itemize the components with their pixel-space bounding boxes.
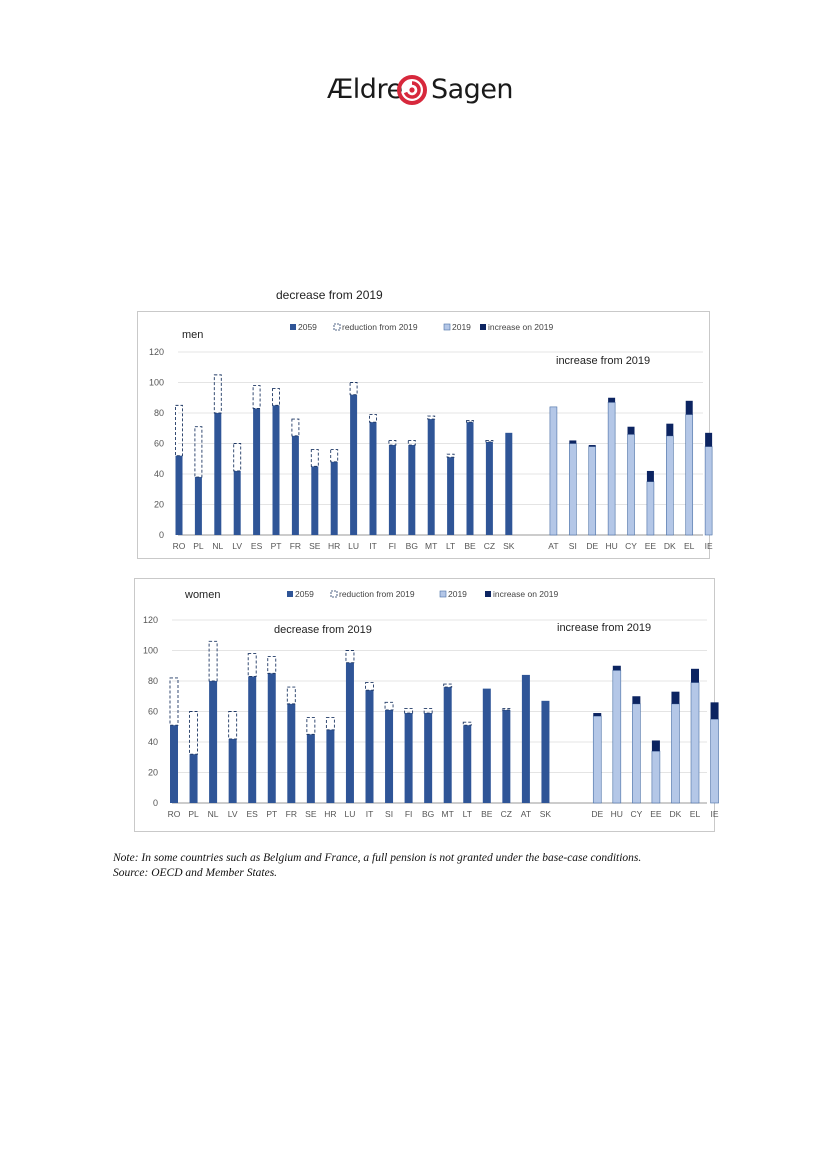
bar-reduction-segment (311, 450, 318, 467)
bar-increase-segment (569, 440, 576, 443)
bar-2019 (608, 402, 615, 535)
bar-increase-segment (632, 696, 640, 704)
bar-increase-segment (691, 669, 699, 683)
legend-swatch-reduction (331, 591, 337, 597)
legend-label: 2019 (452, 322, 471, 332)
chart-annotation: increase from 2019 (556, 355, 651, 367)
bar-2019 (589, 447, 596, 535)
bar-reduction-segment (405, 708, 413, 713)
x-tick-label: IE (710, 809, 719, 819)
bar-reduction-segment (502, 708, 510, 710)
y-tick-label: 40 (153, 469, 164, 479)
x-tick-label: AT (520, 809, 532, 819)
legend-label: increase on 2019 (488, 322, 554, 332)
x-tick-label: FR (289, 541, 302, 551)
bar-increase-segment (628, 427, 635, 435)
x-tick-label: DE (586, 541, 599, 551)
x-tick-label: HU (605, 541, 618, 551)
x-tick-label: FR (285, 809, 297, 819)
x-tick-label: IT (369, 541, 377, 551)
x-tick-label: LT (462, 809, 472, 819)
chart-caption-decrease: decrease from 2019 (276, 288, 383, 302)
bar-increase-segment (671, 692, 679, 704)
bar-increase-segment (613, 666, 621, 671)
bar-2019 (550, 407, 557, 535)
bar-2059 (209, 681, 217, 803)
bar-2059 (483, 689, 491, 803)
x-tick-label: SE (309, 541, 321, 551)
chart-title: women (185, 589, 221, 601)
bar-reduction-segment (350, 383, 357, 395)
bar-reduction-segment (195, 427, 202, 477)
bar-2059 (350, 395, 357, 535)
bar-2059 (385, 710, 393, 803)
y-tick-label: 120 (148, 347, 164, 357)
x-tick-label: SK (539, 809, 552, 819)
y-tick-label: 60 (147, 706, 158, 717)
bar-2059 (170, 725, 178, 803)
x-tick-label: SI (385, 809, 394, 819)
y-tick-label: 120 (142, 615, 158, 625)
bar-2019 (632, 704, 640, 803)
bar-reduction-segment (292, 419, 299, 436)
men-pension-chart (137, 311, 713, 559)
logo-text-aeldre: Ældre (327, 74, 403, 105)
x-tick-label: BE (464, 541, 476, 551)
bar-2019 (691, 683, 699, 803)
bar-increase-segment (608, 398, 615, 403)
logo-swirl-icon (395, 75, 429, 105)
bar-reduction-segment (229, 712, 237, 739)
bar-2059 (229, 739, 237, 803)
x-tick-label: ES (250, 541, 263, 551)
bar-increase-segment (647, 471, 654, 482)
x-tick-label: IE (704, 541, 713, 551)
bar-2059 (467, 422, 474, 535)
y-tick-label: 100 (148, 377, 164, 388)
x-tick-label: LU (348, 541, 360, 551)
legend-swatch-2059 (290, 324, 296, 330)
men-chart-canvas (138, 312, 713, 558)
bar-reduction-segment (253, 386, 260, 409)
bar-2059 (424, 713, 432, 803)
legend-swatch-2059 (287, 591, 293, 597)
bar-2059 (311, 466, 318, 535)
bar-2059 (234, 471, 241, 535)
bar-reduction-segment (248, 654, 256, 677)
bar-2019 (705, 447, 712, 535)
x-tick-label: CZ (483, 541, 496, 551)
bar-2019 (647, 482, 654, 535)
bar-2059 (176, 456, 183, 535)
bar-reduction-segment (307, 718, 315, 735)
legend-label: 2019 (448, 589, 467, 599)
bar-2059 (522, 675, 530, 803)
x-tick-label: RO (172, 541, 186, 551)
bar-increase-segment (652, 740, 660, 751)
bar-2059 (292, 436, 299, 535)
x-tick-label: EL (684, 541, 695, 551)
legend-label: 2059 (295, 589, 314, 599)
bar-2059 (248, 676, 256, 803)
x-tick-label: PL (193, 541, 204, 551)
bar-reduction-segment (408, 440, 415, 445)
bar-reduction-segment (234, 444, 241, 471)
bar-reduction-segment (273, 389, 280, 406)
bar-reduction-segment (370, 415, 377, 423)
bar-reduction-segment (268, 657, 276, 674)
x-tick-label: PT (270, 541, 282, 551)
y-tick-label: 20 (153, 499, 164, 510)
bar-reduction-segment (346, 651, 354, 663)
aeldre-sagen-logo (325, 72, 514, 112)
x-tick-label: BG (422, 809, 435, 819)
bar-2019 (711, 719, 719, 803)
x-tick-label: AT (548, 541, 559, 551)
bar-2059 (287, 704, 295, 803)
women-chart-canvas (135, 579, 719, 831)
x-tick-label: SK (503, 541, 515, 551)
x-tick-label: PT (266, 809, 278, 819)
legend-swatch-reduction (334, 324, 340, 330)
x-tick-label: CY (630, 809, 643, 819)
bar-reduction-segment (385, 702, 393, 710)
legend-label: reduction from 2019 (339, 589, 415, 599)
legend-swatch-2019 (444, 324, 450, 330)
bar-increase-segment (666, 424, 673, 436)
bar-2059 (366, 690, 374, 803)
bar-reduction-segment (389, 440, 396, 445)
y-tick-label: 0 (158, 530, 164, 540)
bar-2059 (444, 687, 452, 803)
bar-reduction-segment (170, 678, 178, 725)
bar-increase-segment (711, 702, 719, 719)
bar-reduction-segment (331, 450, 338, 462)
x-tick-label: HU (610, 809, 623, 819)
x-tick-label: MT (425, 541, 438, 551)
bar-2019 (666, 436, 673, 535)
x-tick-label: LT (445, 541, 456, 551)
bar-reduction-segment (209, 641, 217, 681)
logo-text-sagen: Sagen (431, 74, 514, 105)
x-tick-label: RO (167, 809, 181, 819)
chart-annotation: decrease from 2019 (274, 624, 372, 636)
bar-2019 (593, 716, 601, 803)
bar-reduction-segment (214, 375, 221, 413)
x-tick-label: ES (246, 809, 258, 819)
bar-2059 (405, 713, 413, 803)
x-tick-label: FI (404, 809, 413, 819)
chart-note (113, 851, 641, 881)
legend-label: increase on 2019 (493, 589, 559, 599)
y-tick-label: 0 (152, 798, 158, 808)
y-tick-label: 100 (142, 645, 158, 656)
bar-2059 (268, 673, 276, 803)
bar-2059 (447, 457, 454, 535)
x-tick-label: IT (365, 809, 374, 819)
bar-reduction-segment (424, 708, 432, 713)
x-tick-label: SE (305, 809, 317, 819)
legend-swatch-2019 (440, 591, 446, 597)
legend-label: 2059 (298, 322, 317, 332)
bar-increase-segment (686, 401, 693, 415)
x-tick-label: EE (644, 541, 657, 551)
bar-reduction-segment (467, 421, 474, 423)
x-tick-label: PL (188, 809, 199, 819)
note-text: Note: In some countries such as Belgium and France, a full pension is not granted under the base-case conditions. (113, 852, 642, 864)
bar-2059 (331, 462, 338, 535)
bar-2059 (389, 445, 396, 535)
bar-2019 (652, 751, 660, 803)
bar-2059 (214, 413, 221, 535)
bar-2019 (686, 415, 693, 535)
women-pension-chart (134, 578, 719, 832)
bar-reduction-segment (366, 683, 374, 691)
bar-2059 (408, 445, 415, 535)
bar-2019 (613, 670, 621, 803)
legend-label: reduction from 2019 (342, 322, 418, 332)
bar-reduction-segment (190, 712, 198, 755)
bar-increase-segment (593, 713, 601, 716)
bar-reduction-segment (326, 718, 334, 730)
x-tick-label: NL (207, 809, 219, 819)
y-tick-label: 40 (147, 737, 158, 747)
y-tick-label: 60 (153, 438, 164, 449)
x-tick-label: BE (481, 809, 493, 819)
x-tick-label: CY (625, 541, 637, 551)
bar-reduction-segment (444, 684, 452, 687)
x-tick-label: MT (441, 809, 454, 819)
x-tick-label: CZ (500, 809, 513, 819)
x-tick-label: BG (405, 541, 418, 551)
y-tick-label: 20 (147, 767, 158, 778)
bar-2059 (541, 701, 549, 803)
bar-increase-segment (589, 445, 596, 447)
x-tick-label: SI (568, 541, 577, 551)
x-tick-label: HR (328, 541, 341, 551)
bar-2059 (502, 710, 510, 803)
bar-2059 (370, 422, 377, 535)
x-tick-label: DK (663, 541, 676, 551)
bar-2059 (486, 442, 493, 535)
bar-2059 (346, 663, 354, 803)
legend-swatch-increase (480, 324, 486, 330)
bar-2059 (253, 408, 260, 535)
legend-swatch-increase (485, 591, 491, 597)
y-tick-label: 80 (147, 676, 158, 686)
y-tick-label: 80 (153, 408, 164, 418)
bar-2059 (190, 754, 198, 803)
x-tick-label: EL (689, 809, 701, 819)
bar-reduction-segment (287, 687, 295, 704)
bar-reduction-segment (486, 440, 493, 442)
x-tick-label: FI (388, 541, 397, 551)
bar-2059 (273, 405, 280, 535)
bar-2059 (428, 419, 435, 535)
bar-2059 (463, 725, 471, 803)
x-tick-label: HR (324, 809, 337, 819)
source-text: Source: OECD and Member States. (113, 867, 278, 879)
x-tick-label: EE (650, 809, 662, 819)
bar-2019 (671, 704, 679, 803)
bar-2059 (505, 433, 512, 535)
chart-title: men (182, 329, 204, 341)
bar-reduction-segment (428, 416, 435, 419)
x-tick-label: LV (227, 809, 238, 819)
bar-2019 (569, 444, 576, 536)
bar-2059 (307, 734, 315, 803)
x-tick-label: LU (344, 809, 356, 819)
bar-reduction-segment (463, 722, 471, 725)
bar-increase-segment (705, 433, 712, 447)
x-tick-label: LV (232, 541, 243, 551)
bar-2059 (326, 730, 334, 803)
bar-2019 (628, 434, 635, 535)
x-tick-label: DK (669, 809, 682, 819)
x-tick-label: DE (591, 809, 604, 819)
x-tick-label: NL (212, 541, 224, 551)
bar-reduction-segment (447, 454, 454, 457)
chart-annotation: increase from 2019 (557, 622, 652, 634)
bar-2059 (195, 477, 202, 535)
